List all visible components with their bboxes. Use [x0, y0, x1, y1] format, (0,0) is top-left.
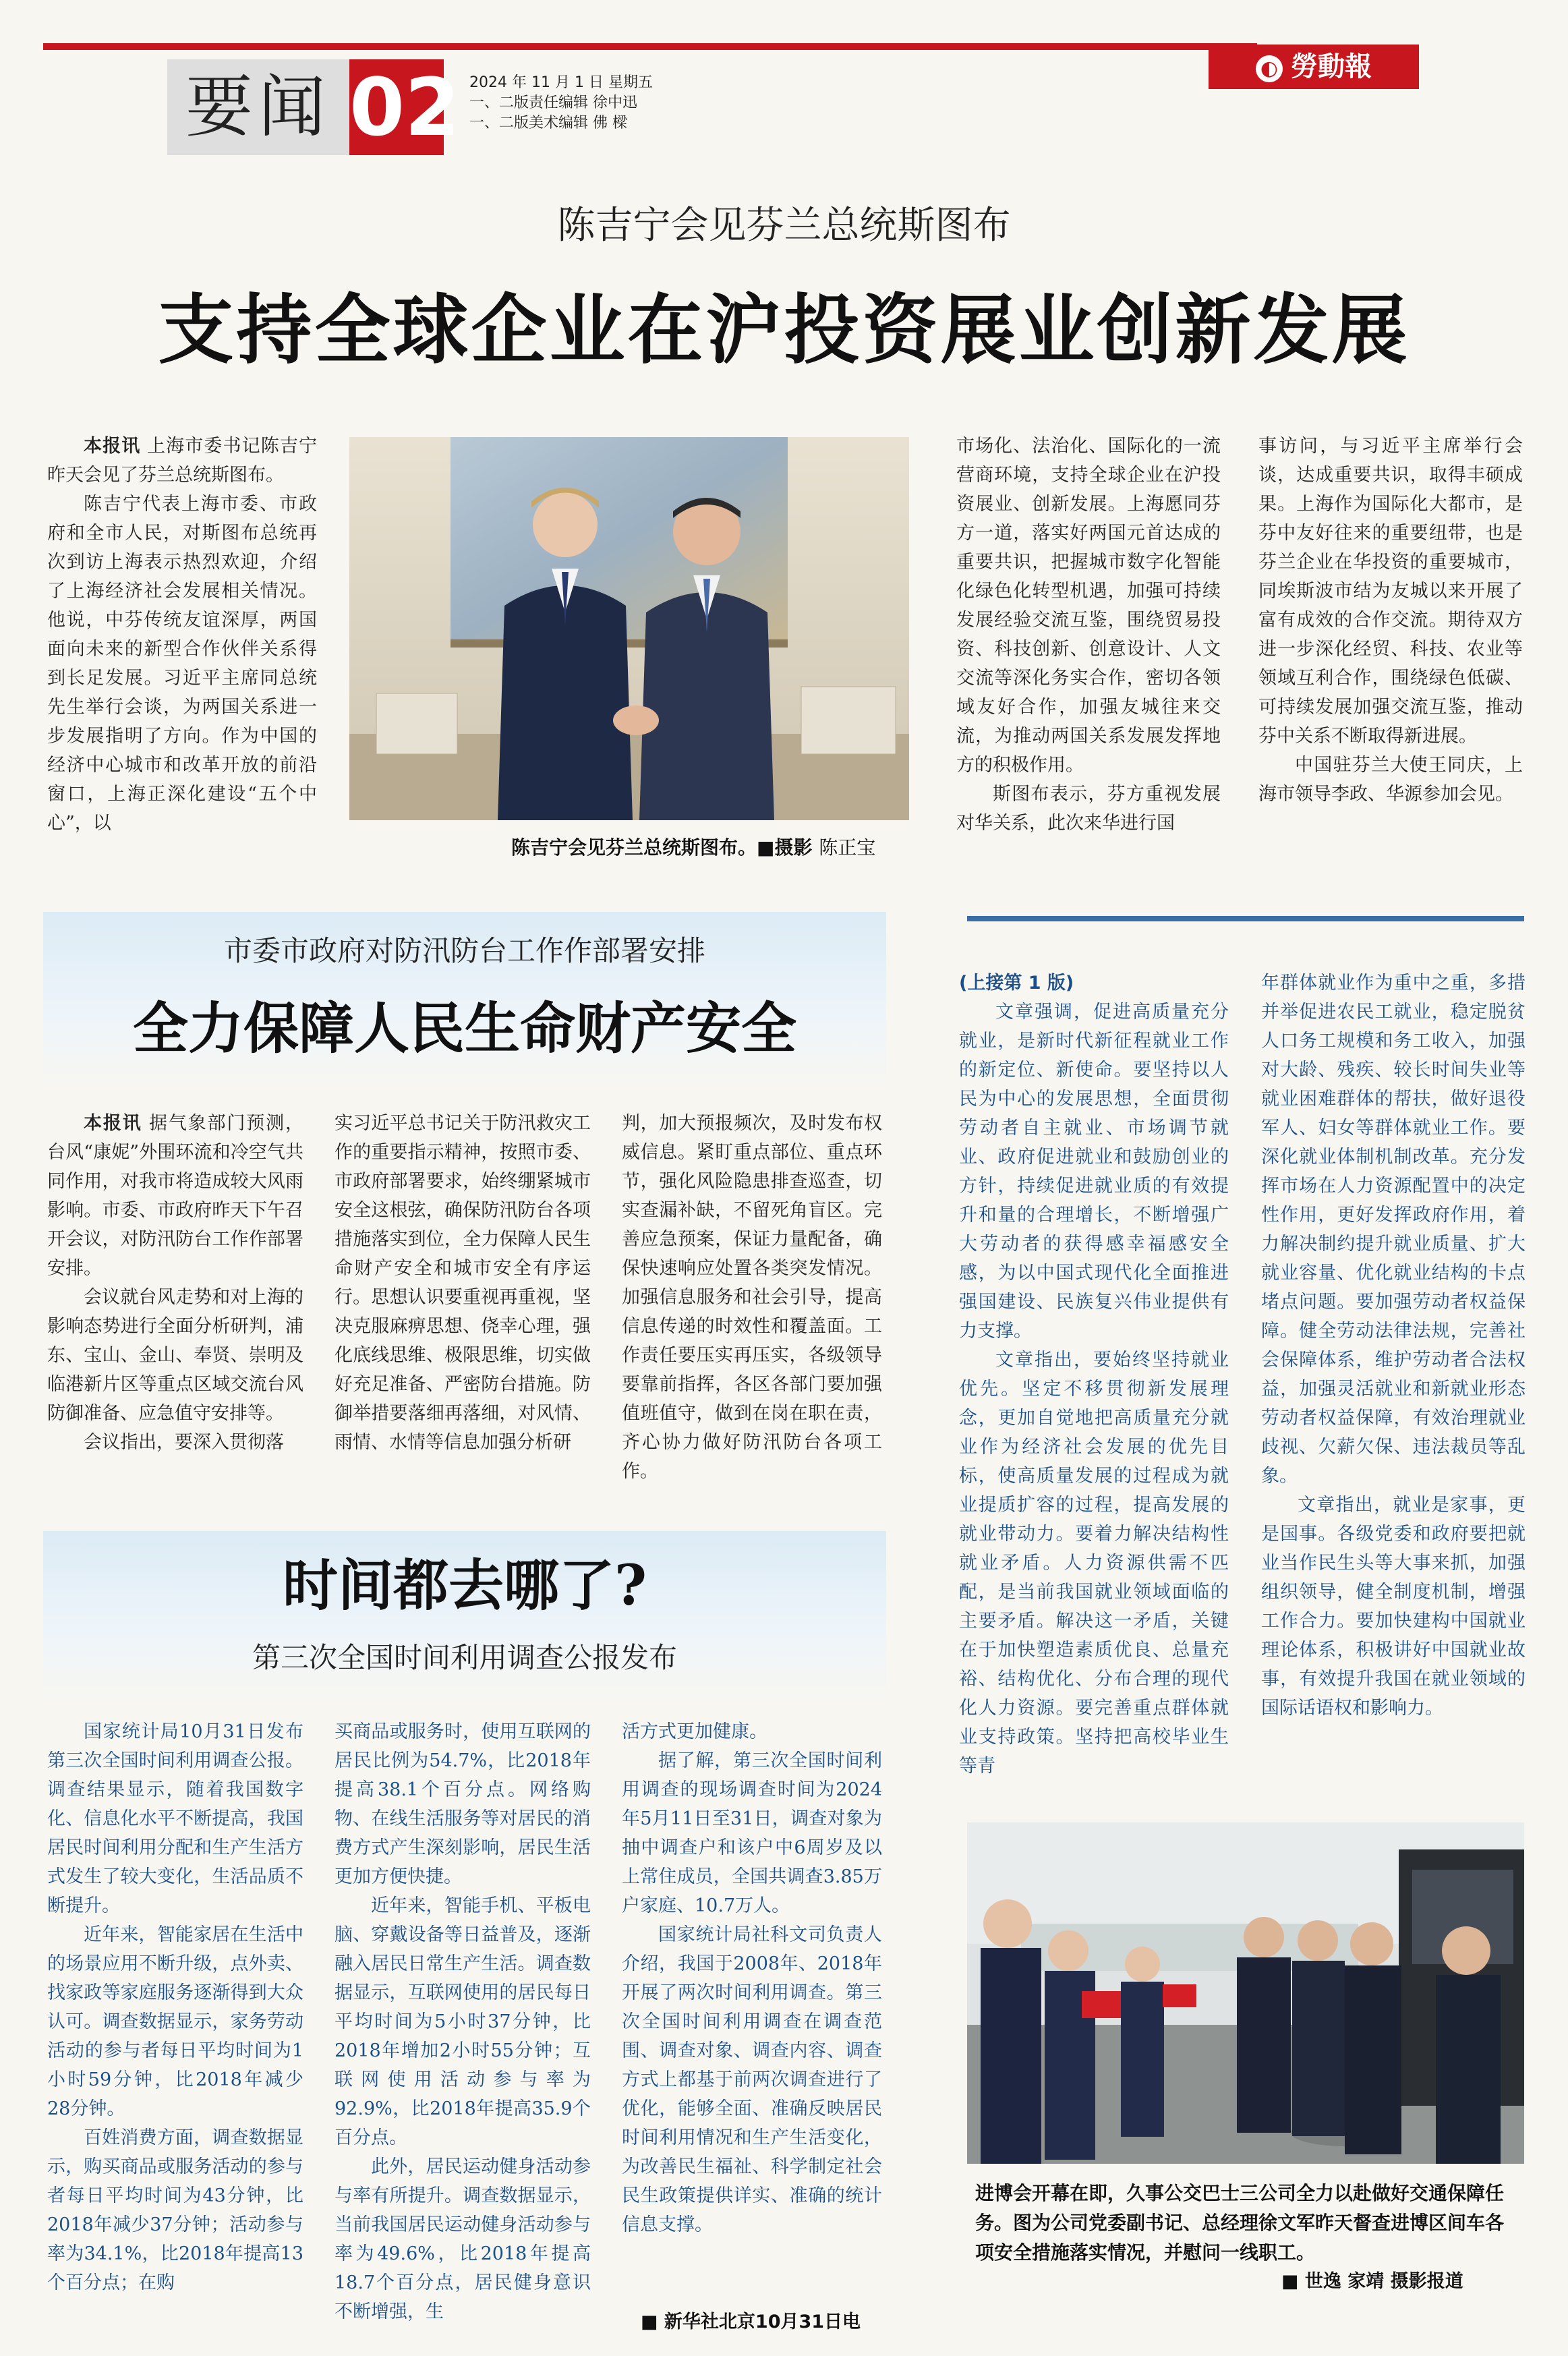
article2-headline: 全力保障人民生命财产安全	[132, 996, 796, 1061]
article1-para: 事访问，与习近平主席举行会谈，达成重要共识，取得丰硕成果。上海作为国际化大都市，是芬中友好往来的重要纽带，也是芬兰企业在华投资的重要城市，同埃斯波市结为友城以来开展了富有成效的合作交流。期待双方进一步深化经贸、科技、农业等领域互利合作，围绕绿色低碳、可持续发展加强交流互鉴，推动芬中关系不断取得新进展。	[1258, 436, 1523, 747]
page-number: 02	[349, 61, 461, 154]
article1-para: 市场化、法治化、国际化的一流营商环境，支持全球企业在沪投资展业、创新发展。上海愿同芬方一道，落实好两国元首达成的重要共识，把握城市数字化智能化绿色化转型机遇，加强可持续发展经验交流互鉴，围绕贸易投资、科技创新、创意设计、人文交流等深化务实合作，密切各领域友好合作，加强友城往来交流，为推动两国关系发展发挥地方的积极作用。	[956, 436, 1221, 776]
article1-column-1	[47, 432, 317, 838]
article3-para: 文章强调，促进高质量充分就业，是新时代新征程就业工作的新定位、新使命。要坚持以人民为中心的发展思想，全面贯彻劳动者自主就业、市场调节就业、政府促进就业和鼓励创业的方针，持续促进就业质的有效提升和量的合理增长，不断增强广大劳动者的获得感幸福感安全感，为以中国式现代化全面推进强国建设、民族复兴伟业提供有力支撑。	[959, 1002, 1229, 1342]
article1-column-3	[956, 432, 1221, 838]
article1-headline: 支持全球企业在沪投资展业创新发展	[158, 286, 1410, 374]
meeting-photo-caption	[511, 834, 875, 862]
article3-top-rule	[967, 916, 1524, 921]
photo-credit-name: 陈正宝	[819, 836, 876, 859]
xinhua-byline: ■ 新华社北京10月31日电	[641, 2311, 861, 2332]
article2-para: 实习近平总书记关于防汛救灾工作的重要指示精神，按照市委、市政府部署要求，始终绷紧城市安全这根弦，确保防汛防台各项措施落实到位，全力保障人民生命财产安全和城市安全有序运行。思想认识要重视再重视，坚决克服麻痹思想、侥幸心理，强化底线思维、极限思维，切实做好充足准备、严密防台措施。防御举措要落细再落细，对风情、雨情、水情等信息加强分析研	[335, 1113, 591, 1453]
article4-para: 近年来，智能手机、平板电脑、穿戴设备等日益普及，逐渐融入居民日常生产生活。调查数据显示，互联网使用的居民每日平均时间为5小时37分钟，比2018年增加2小时55分钟；互联网使用活动参与率为92.9%，比2018年提高35.9个百分点。	[335, 1895, 591, 2148]
article1-column-4	[1258, 432, 1523, 809]
bus-photo-credit: ■ 世逸 家靖 摄影报道	[1281, 2271, 1463, 2292]
section-title: 要闻	[167, 59, 349, 155]
article2-column-2	[335, 1109, 591, 1457]
article2-lead: 本报讯	[84, 1113, 142, 1134]
issue-date: 2024 年 11 月 1 日 星期五	[469, 74, 653, 91]
article2-para: 判，加大预报频次，及时发布权威信息。紧盯重点部位、重点环节，强化风险隐患排查巡查，切实查漏补缺，不留死角盲区。完善应急预案，保证力量配备，确保快速响应处置各类突发情况。加强信息服务和社会引导，提高信息传递的时效性和覆盖面。工作责任要压实再压实，各级领导要靠前指挥，各区各部门要加强值班值守，做到在岗在职在责，齐心协力做好防汛防台各项工作。	[622, 1113, 882, 1482]
article4-para: 买商品或服务时，使用互联网的居民比例为54.7%，比2018年提高38.1个百分点。网络购物、在线生活服务等对居民的消费方式产生深刻影响，居民生活更加方便快捷。	[335, 1721, 591, 1887]
article2-para: 会议指出，要深入贯彻落	[84, 1432, 284, 1453]
article4-para: 活方式更加健康。	[622, 1721, 767, 1742]
article4-subhead: 第三次全国时间利用调查公报发布	[252, 1641, 677, 1674]
article2-para: 据气象部门预测，台风“康妮”外围环流和冷空气共同作用，对我市将造成较大风雨影响。市委、市政府昨天下午召开会议，对防汛防台工作作部署安排。	[47, 1113, 304, 1279]
article4-para: 据了解，第三次全国时间利用调查的现场调查时间为2024年5月11日至31日，调查对象为抽中调查户和该户中6周岁及以上常住成员，全国共调查3.85万户家庭、10.7万人。	[622, 1750, 882, 1916]
article4-para: 此外，居民运动健身活动参与率有所提升。调查数据显示，当前我国居民运动健身活动参与率为49.6%，比2018年提高18.7个百分点，居民健身意识不断增强，生	[335, 2156, 591, 2322]
article4-column-2	[335, 1717, 591, 2326]
article2-para: 会议就台风走势和对上海的影响态势进行全面分析研判，浦东、宝山、金山、奉贤、崇明及临港新片区等重点区域交流台风防御准备、应急值守安排等。	[47, 1287, 303, 1424]
article3-column-1	[959, 969, 1229, 1781]
article3-para: 年群体就业作为重中之重，多措并举促进农民工就业，稳定脱贫人口务工规模和务工收入，加强对大龄、残疾、较长时间失业等就业困难群体的帮扶，做好退役军人、妇女等群体就业工作。要深化就业体制机制改革。充分发挥市场在人力资源配置中的决定性作用，更好发挥政府作用，着力解决制约提升就业质量、扩大就业容量、优化就业结构的卡点堵点问题。要加强劳动者权益保障。健全劳动法律法规，完善社会保障体系，维护劳动者合法权益，加强灵活就业和新就业形态劳动者权益保障，有效治理就业歧视、欠薪欠保、违法裁员等乱象。	[1261, 973, 1526, 1487]
responsible-editor: 一、二版责任编辑 徐中迅	[469, 94, 637, 111]
meeting-photo	[349, 437, 909, 820]
article1-para: 陈吉宁代表上海市委、市政府和全市人民，对斯图布总统再次到访上海表示热烈欢迎，介绍了上海经济社会发展相关情况。他说，中芬传统友谊深厚，两国面向未来的新型合作伙伴关系得到长足发展。习近平主席同总统先生举行会谈，为两国关系进一步发展指明了方向。作为中国的经济中心城市和改革开放的前沿窗口，上海正深化建设“五个中心”，以	[47, 494, 317, 834]
article4-headline: 时间都去哪了?	[282, 1553, 647, 1618]
article1-para: 斯图布表示，芬方重视发展对华关系，此次来华进行国	[956, 784, 1221, 834]
article4-para: 百姓消费方面，调查数据显示，购买商品或服务活动的参与者每日平均时间为43分钟，比2018年减少37分钟；活动参与率为34.1%，比2018年提高13个百分点；在购	[47, 2127, 303, 2293]
article2-kicker: 市委市政府对防汛防台工作作部署安排	[223, 934, 705, 967]
masthead-rule	[43, 43, 1257, 50]
article2-column-1	[47, 1109, 303, 1457]
photo-credit-label: ■摄影	[757, 836, 813, 859]
bus-inspection-photo	[967, 1822, 1524, 2164]
newspaper-logo	[1209, 45, 1419, 89]
photo-caption-text: 陈吉宁会见芬兰总统斯图布。	[511, 836, 757, 859]
article3-para: 文章指出，就业是家事，更是国事。各级党委和政府要把就业当作民生头等大事来抓，加强组织领导，健全制度机制，增强工作合力。要加快建构中国就业理论体系，积极讲好中国就业故事，有效提升我国在就业领域的国际话语权和影响力。	[1261, 1495, 1526, 1719]
article1-para: 上海市委书记陈吉宁昨天会见了芬兰总统斯图布。	[47, 436, 317, 486]
article2-column-3	[622, 1109, 882, 1486]
article1-lead: 本报讯	[84, 436, 141, 457]
article4-para: 近年来，智能家居在生活中的场景应用不断升级，点外卖、找家政等家庭服务逐渐得到大众认可。调查数据显示，家务劳动活动的参与者每日平均时间为1小时59分钟，比2018年减少28分钟。	[47, 1924, 303, 2119]
article1-para: 中国驻芬兰大使王同庆，上海市领导李政、华源参加会见。	[1258, 755, 1523, 805]
logo-mark-icon: ◐	[1256, 55, 1283, 82]
article4-column-1	[47, 1717, 303, 2297]
logo-text: 勞動報	[1291, 51, 1372, 82]
art-editor: 一、二版美术编辑 佛 樑	[469, 115, 627, 132]
bus-photo-caption: 进博会开幕在即，久事公交巴士三公司全力以赴做好交通保障任务。图为公司党委副书记、总经理徐文军昨天督查进博区间车各项安全措施落实情况，并慰问一线职工。	[975, 2182, 1505, 2264]
continued-label: (上接第 1 版)	[959, 973, 1074, 994]
article4-para: 国家统计局社科文司负责人介绍，我国于2008年、2018年开展了两次时间利用调查。第三次全国时间利用调查在调查范围、调查对象、调查内容、调查方式上都基于前两次调查进行了优化，能够全面、准确反映居民时间利用情况和生产生活变化，为改善民生福祉、科学制定社会民生政策提供详实、准确的统计信息支撑。	[622, 1924, 882, 2235]
article1-kicker: 陈吉宁会见芬兰总统斯图布	[557, 204, 1011, 248]
article4-para: 国家统计局10月31日发布第三次全国时间利用调查公报。调查结果显示，随着我国数字化、信息化水平不断提高，我国居民时间利用分配和生产生活方式发生了较大变化，生活品质不断提升。	[47, 1721, 303, 1916]
article3-column-2	[1261, 969, 1526, 1723]
article4-column-3	[622, 1717, 882, 2239]
article3-para: 文章指出，要始终坚持就业优先。坚定不移贯彻新发展理念，更加自觉地把高质量充分就业作为经济社会发展的优先目标，使高质量发展的过程成为就业提质扩容的过程，提高发展的就业带动力。要着力解决结构性就业矛盾。人力资源供需不匹配，是当前我国就业领域面临的主要矛盾。解决这一矛盾，关键在于加快塑造素质优良、总量充裕、结构优化、分布合理的现代化人力资源。要完善重点群体就业支持政策。坚持把高校毕业生等青	[959, 1350, 1229, 1777]
issue-meta	[469, 73, 653, 134]
